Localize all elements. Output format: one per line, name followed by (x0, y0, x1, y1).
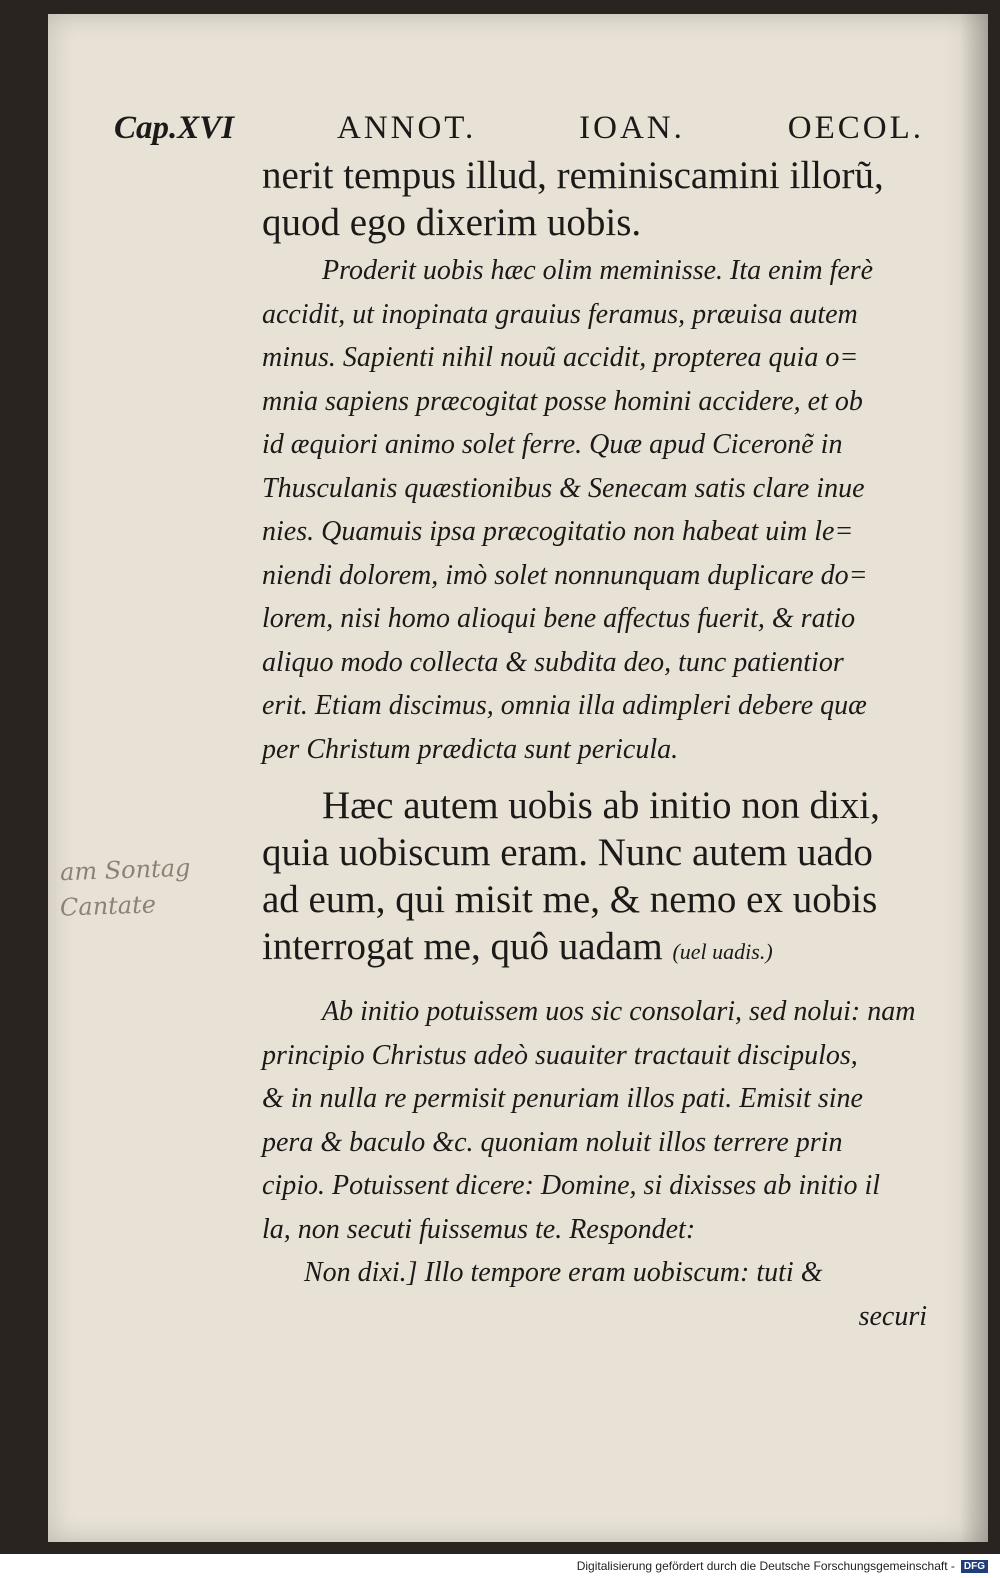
running-header (114, 110, 924, 147)
digitization-footer (0, 1554, 1000, 1578)
text-line: nerit tempus illud, reminiscamini illorũ, (262, 154, 884, 197)
text-line: quia uobiscum eram. Nunc autem uado (262, 831, 873, 874)
running-title-part-3: OECOL. (787, 110, 924, 146)
margin-note-2: Cantate (59, 890, 157, 922)
margin-note-1: am Sontag (59, 853, 191, 887)
text-line: aliquo modo collecta & subdita deo, tunc patientior (262, 646, 844, 678)
running-title-part-1: ANNOT. (336, 110, 477, 146)
text-line: la, non secuti fuissemus te. Respondet: (262, 1213, 696, 1245)
text-line: pera & baculo &c. quoniam noluit illos terrere prin (262, 1126, 843, 1158)
dfg-logo: DFG (961, 1560, 988, 1573)
chapter-label: Cap.XVI (114, 110, 235, 146)
text-line: quod ego dixerim uobis. (262, 201, 642, 244)
text-line: & in nulla re permisit penuriam illos pati. Emisit sine (262, 1083, 863, 1114)
commentary-block-1 (262, 249, 927, 771)
text-line: lorem, nisi homo alioqui bene affectus fuerit, & ratio (262, 603, 856, 634)
text-line: ad eum, qui misit me, & nemo ex uobis (262, 878, 878, 921)
running-title-part-2: IOAN. (579, 110, 685, 146)
text-line: principio Christus adeò suauiter tractauit discipulos, (262, 1039, 858, 1071)
text-line: mnia sapiens præcogitat posse homini accidere, et ob (262, 385, 863, 417)
text-line-main: interrogat me, quô uadam (262, 925, 663, 968)
text-line: Proderit uobis hæc olim meminisse. Ita enim ferè (322, 255, 874, 286)
variant-reading: (uel uadis.) (672, 939, 773, 964)
footer-credit: Digitalisierung gefördert durch die Deutsche Forschungsgemeinschaft - (576, 1559, 955, 1573)
text-line: niendi dolorem, imò solet nonnunquam duplicare do= (262, 559, 868, 591)
page-gutter-shadow (960, 14, 988, 1542)
lemma-line (262, 1251, 927, 1295)
text-line: nies. Quamuis ipsa præcogitatio non habeat uim le= (262, 516, 854, 547)
text-line: erit. Etiam discimus, omnia illa adimpleri debere quæ (262, 690, 867, 721)
text-line: Thusculanis quæstionibus & Senecam satis clare inue (262, 472, 865, 504)
text-line: Ab initio potuissem uos sic consolari, sed nolui: nam (322, 996, 916, 1027)
scripture-block-1 (262, 152, 927, 246)
lemma-text: Illo tempore eram uobiscum: tuti & (424, 1257, 823, 1288)
text-line (262, 923, 927, 975)
text-line: minus. Sapienti nihil nouũ accidit, propterea quia o= (262, 342, 859, 373)
scripture-block-2 (262, 782, 927, 975)
text-line: per Christum prædicta sunt pericula. (262, 733, 679, 765)
commentary-block-2 (262, 990, 927, 1338)
book-page (48, 14, 988, 1542)
text-line: id æquiori animo solet ferre. Quæ apud Ciceronẽ in (262, 429, 843, 460)
lemma-label: Non dixi.] (304, 1257, 418, 1288)
text-line: Hæc autem uobis ab initio non dixi, (322, 784, 880, 827)
text-line: accidit, ut inopinata grauius feramus, præuisa autem (262, 298, 858, 330)
catchword: securi (858, 1300, 927, 1332)
text-line: cipio. Potuissent dicere: Domine, si dixisses ab initio il (262, 1170, 880, 1201)
